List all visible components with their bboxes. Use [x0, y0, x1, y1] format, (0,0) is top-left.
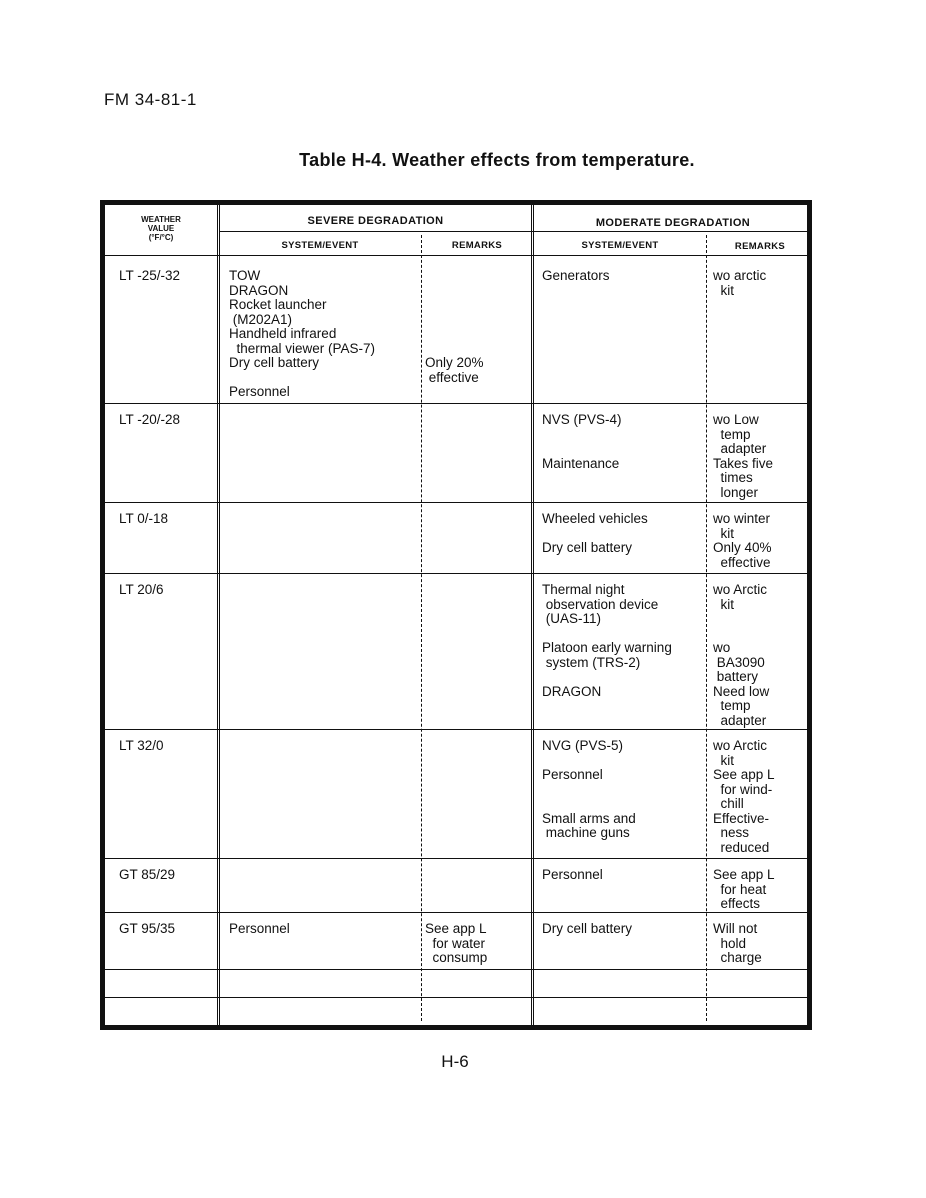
moderate-remarks-cell: Will not hold charge — [713, 921, 762, 965]
table-title-text: Table H-4. Weather effects from temperature. — [299, 150, 695, 170]
weather-value-cell: GT 85/29 — [119, 867, 176, 882]
moderate-system-cell: Generators — [542, 268, 610, 283]
severe-remarks-cell: Only 20% effective — [425, 355, 484, 385]
row-separator — [105, 969, 807, 970]
moderate-system-cell: Personnel — [542, 867, 603, 882]
moderate-remarks-cell: wo Arctic kit wo BA3090 battery Need low temp adapter — [713, 582, 770, 728]
severe-system-cell: Personnel — [229, 921, 290, 936]
row-separator — [105, 502, 807, 503]
weather-value-cell: LT 32/0 — [119, 738, 164, 753]
table-row — [105, 504, 807, 573]
table-row — [105, 731, 807, 858]
severe-remarks-cell: See app L for water consump — [425, 921, 488, 965]
weather-value-cell: GT 95/35 — [119, 921, 176, 936]
weather-value-cell: LT 20/6 — [119, 582, 164, 597]
page-number — [0, 1052, 926, 1072]
moderate-remarks-cell: wo Low temp adapter Takes five times longer — [713, 412, 774, 500]
moderate-remarks-cell: wo arctic kit — [713, 268, 767, 298]
table-row — [105, 860, 807, 912]
page-number-text: H-6 — [441, 1052, 469, 1071]
row-separator — [105, 729, 807, 730]
header-group-rule — [220, 231, 807, 232]
weather-value-cell: LT 0/-18 — [119, 511, 169, 526]
moderate-system-cell: Wheeled vehicles Dry cell battery — [542, 511, 648, 555]
row-separator — [105, 858, 807, 859]
header-moderate-system: SYSTEM/EVENT — [581, 240, 659, 251]
row-separator — [105, 403, 807, 404]
moderate-system-cell: NVS (PVS-4) Maintenance — [542, 412, 622, 471]
moderate-system-cell: Thermal night observation device (UAS-11) Platoon early warning system (TRS-2) DRAGON — [542, 582, 672, 699]
row-separator — [105, 997, 807, 998]
row-separator — [105, 573, 807, 574]
severe-system-cell: TOW DRAGON Rocket launcher (M202A1) Handheld infrared thermal viewer (PAS-7) Dry cell battery Personnel — [229, 268, 376, 399]
table-row — [105, 575, 807, 729]
document-id: FM 34-81-1 — [104, 90, 197, 109]
table-row — [105, 914, 807, 969]
header-severe-degradation: SEVERE DEGRADATION — [307, 215, 444, 227]
row-separator — [105, 912, 807, 913]
moderate-remarks-cell: See app L for heat effects — [713, 867, 775, 911]
header-weather-value: WEATHER VALUE (°F/°C) — [141, 215, 181, 242]
weather-effects-table — [100, 200, 812, 1030]
header-severe-system: SYSTEM/EVENT — [281, 240, 359, 251]
header-severe-remarks: REMARKS — [451, 240, 503, 251]
header-moderate-remarks: REMARKS — [734, 241, 786, 252]
header-bottom-rule — [105, 255, 807, 256]
table-title — [0, 150, 926, 171]
moderate-remarks-cell: wo winter kit Only 40% effective — [713, 511, 772, 570]
moderate-system-cell: Dry cell battery — [542, 921, 633, 936]
table-row — [105, 261, 807, 403]
table-row — [105, 405, 807, 502]
moderate-remarks-cell: wo Arctic kit See app L for wind- chill Effective- ness reduced — [713, 738, 775, 855]
weather-value-cell: LT -25/-32 — [119, 268, 181, 283]
weather-value-cell: LT -20/-28 — [119, 412, 181, 427]
moderate-system-cell: NVG (PVS-5) Personnel Small arms and machine guns — [542, 738, 636, 840]
header-moderate-degradation: MODERATE DEGRADATION — [595, 217, 751, 229]
